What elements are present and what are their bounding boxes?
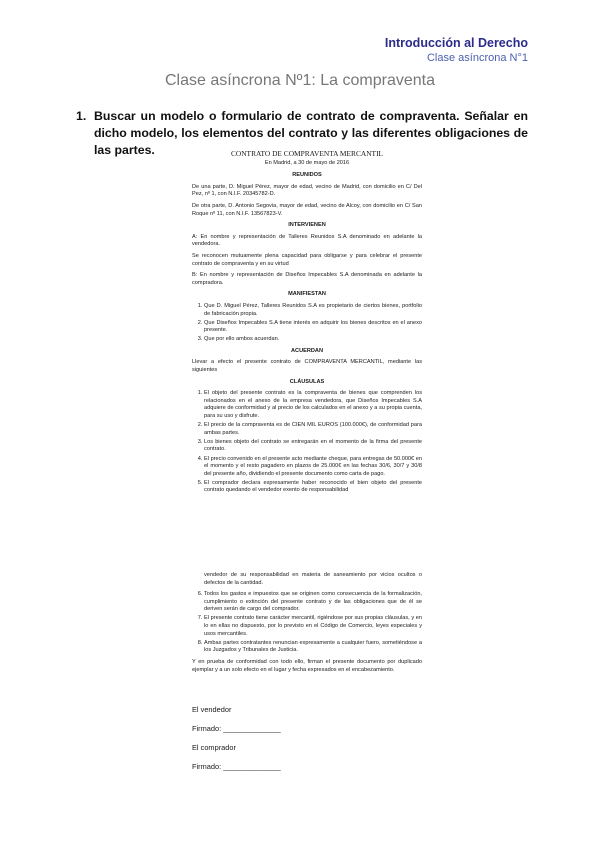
clausulas-heading: CLÁUSULAS: [289, 378, 325, 385]
contract-scan-page-2: [192, 572, 422, 678]
course-name: Introducción al Derecho: [384, 36, 528, 50]
clausula-item: 5. El comprador declara expresamente haber reconocido el bien objeto del presente contrato quedando el vendedor exento de responsabilidad: [204, 480, 422, 495]
acuerdan-text: Llevar a efecto el presente contrato de COMPRAVENTA MERCANTIL, mediante las siguientes: [192, 359, 422, 374]
contract-title: CONTRATO DE COMPRAVENTA MERCANTIL: [230, 150, 384, 158]
buyer-label: El comprador: [192, 743, 236, 752]
reunidos-party-1: De una parte, D. Miguel Pérez, mayor de edad, vecino de Madrid, con domicilio en C/ Del Pez, nº 1, con N.I.F. 20345782-D.: [192, 183, 422, 198]
seller-signature-line: Firmado: ______________: [192, 724, 281, 733]
intervienen-capacity: Se reconocen mutuamente plena capacidad para obligarse y para celebrar el presente contrato de compraventa y en su virtud: [192, 252, 422, 267]
class-subtitle: Clase asíncrona N°1: [426, 52, 528, 64]
clausula-item: 2. El precio de la compraventa es de CIEN MIL EUROS (100.000€), de conformidad para ambas partes.: [204, 422, 422, 437]
question-text: Buscar un modelo o formulario de contrato de compraventa. Señalar en dicho modelo, los elementos del contrato y las diferentes obligaciones de las partes.: [94, 109, 528, 157]
manifiestan-heading: MANIFIESTAN: [288, 291, 326, 298]
signature-block: [192, 700, 392, 776]
clausula-item: 6. Todos los gastos e impuestos que se originen como consecuencia de la formalización, cumplimiento o extinción del presente contrato y de las obligaciones que de él se deriven serán de cargo del comprador.: [204, 591, 422, 614]
contract-place-date: En Madrid, a 30 de mayo de 2016: [264, 159, 350, 166]
buyer-signature-line: Firmado: ______________: [192, 762, 281, 771]
clausula-item: 4. El precio convenido en el presente acto mediante cheque, para entregas de 50.000€ en el momento y el resto pagadero en plazos de 25.000€ en las fechas 30/6, 30/7 y 30/8 del presente año, dividiendo el presente documento como carta de pago.: [204, 456, 422, 479]
question-number: 1.: [76, 109, 87, 123]
clausula-item: 3. Los bienes objeto del contrato se entregarán en el momento de la firma del presente contrato.: [204, 439, 422, 454]
manifiestan-list: [192, 303, 422, 344]
reunidos-party-2: De otra parte, D. Antonio Segovia, mayor de edad, vecino de Alcoy, con domicilio en C/ San Roque nº 11, con N.I.F. 13567823-V.: [192, 202, 422, 217]
clausula-item: 7. El presente contrato tiene carácter mercantil, rigiéndose por sus propias cláusulas, y en lo en ellas no dispuesto, por lo previsto en el Código de Comercio, leyes especiales y usos mercantiles.: [204, 615, 422, 638]
intervienen-a: A: En nombre y representación de Talleres Reunidos S.A denominado en adelante la vendedora.: [192, 233, 422, 248]
clausulas-list: [192, 390, 422, 495]
page-title: Clase asíncrona Nº1: La compraventa: [165, 72, 435, 89]
closing-text: Y en prueba de conformidad con todo ello, firman el presente documento por duplicado ejemplar y a un solo efecto en el lugar y fecha expresados en el encabezamiento.: [192, 658, 422, 673]
contract-scan-page-1: [192, 150, 422, 538]
acuerdan-heading: ACUERDAN: [290, 347, 323, 354]
manifiestan-item: 3. Que por ello ambos acuerdan.: [204, 336, 422, 344]
clausula-item: 8. Ambas partes contratantes renuncian expresamente a cualquier fuero, sometiéndose a los Juzgados y Tribunales de Justicia.: [204, 640, 422, 655]
intervienen-heading: INTERVIENEN: [288, 222, 326, 229]
manifiestan-item: 2. Que Diseños Impecables S.A tiene interés en adquirir los bienes descritos en el anexo presente.: [204, 320, 422, 335]
clausula-item: 1. El objeto del presente contrato es la compraventa de bienes que comprenden los relacionados en el anexo de la empresa vendedora, que Diseños Impecables S.A adquiere de conformidad y al precio de los calculados en el anexo y a su propia cuenta, para su uso y disfrute.: [204, 390, 422, 420]
intervienen-b: B: En nombre y representación de Diseños Impecables S.A denominada en adelante la compradora.: [192, 272, 422, 286]
clausula-continuation: vendedor de su responsabilidad en materia de saneamiento por vicios ocultos o defectos de la cantidad.: [204, 572, 422, 586]
clausulas-list-2: [192, 591, 422, 655]
seller-label: El vendedor: [192, 705, 232, 714]
manifiestan-item: 1. Que D. Miguel Pérez, Talleres Reunidos S.A es propietario de ciertos bienes, portfolio de fabricación propia.: [204, 303, 422, 318]
reunidos-heading: REUNIDOS: [292, 172, 322, 179]
